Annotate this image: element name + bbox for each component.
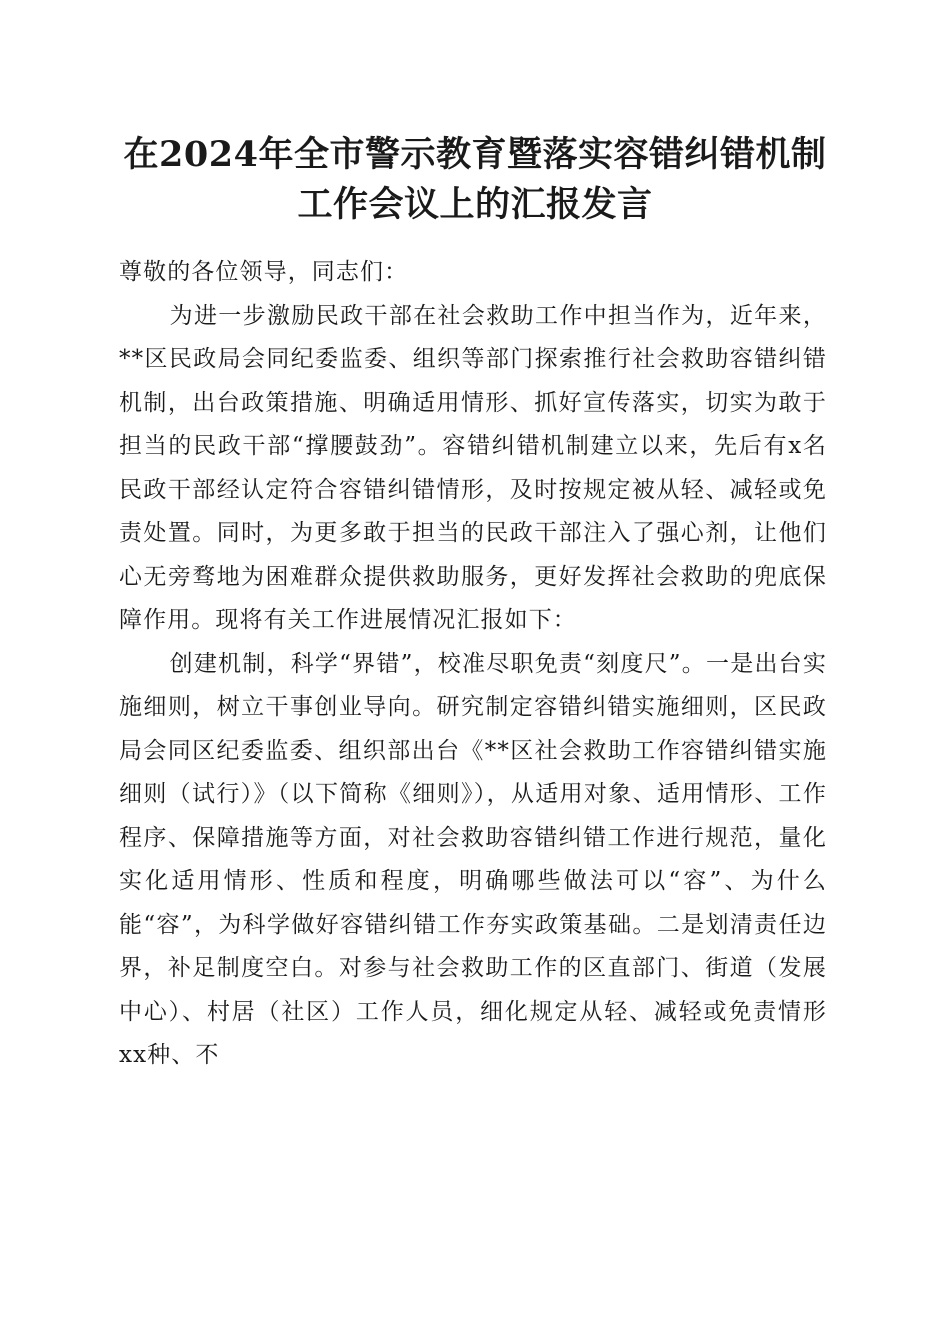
paragraph-mechanism: 创建机制，科学“界错”，校准尽职免责“刻度尺”。一是出台实施细则，树立干事创业导向。研究制定容错纠错实施细则，区民政局会同区纪委监委、组织部出台《**区社会救助工作容错纠错实施细则（试行）》（以下简称《细则》），从适用对象、适用情形、工作程序、保障措施等方面，对社会救助容错纠错工作进行规范，量化实化适用情形、性质和程度，明确哪些做法可以“容”、为什么能“容”，为科学做好容错纠错工作夯实政策基础。二是划清责任边界，补足制度空白。对参与社会救助工作的区直部门、街道（发展中心）、村居（社区）工作人员，细化规定从轻、减轻或免责情形xx种、不 (119, 650, 827, 1068)
paragraph-intro: 为进一步激励民政干部在社会救助工作中担当作为，近年来，**区民政局会同纪委监委、组织等部门探索推行社会救助容错纠错机制，出台政策措施、明确适用情形、抓好宣传落实，切实为敢于担当的民政干部“撑腰鼓劲”。容错纠错机制建立以来，先后有x名民政干部经认定符合容错纠错情形，及时按规定被从轻、减轻或免责处置。同时，为更多敢于担当的民政干部注入了强心剂，让他们心无旁骛地为困难群众提供救助服务，更好发挥社会救助的兜底保障作用。现将有关工作进展情况汇报如下： (119, 302, 827, 633)
title-line-1: 在2024年全市警示教育暨落实容错纠错机制 (123, 134, 827, 175)
title-line-2: 工作会议上的汇报发言 (297, 184, 653, 225)
document-body (119, 251, 827, 1078)
document-title (100, 130, 850, 230)
salutation: 尊敬的各位领导，同志们： (119, 259, 409, 285)
